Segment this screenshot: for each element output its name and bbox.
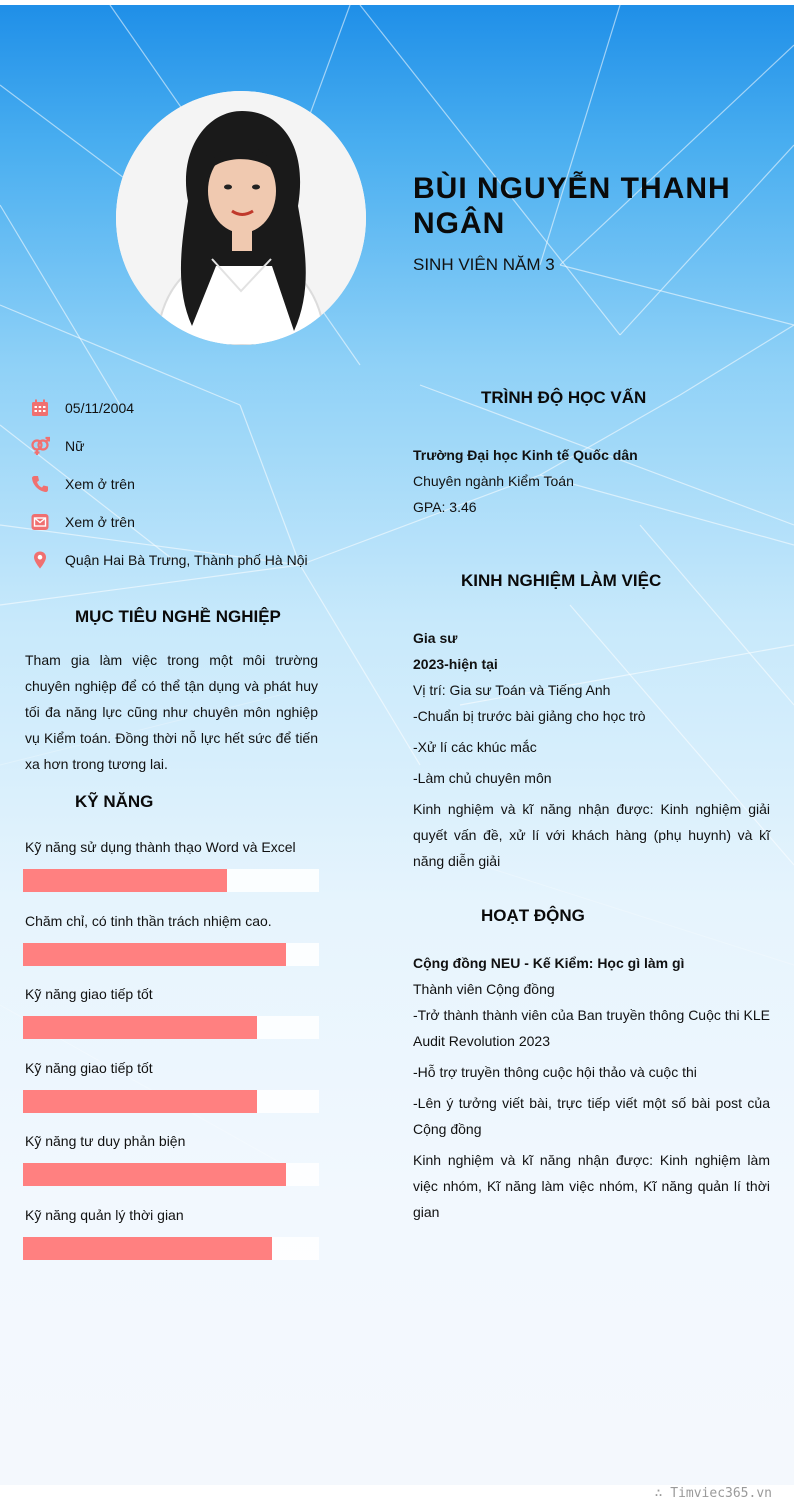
calendar-icon xyxy=(28,396,52,420)
activities-role: Thành viên Cộng đồng xyxy=(413,981,555,997)
skill-bar-fill xyxy=(23,869,227,892)
activities-org: Cộng đồng NEU - Kế Kiểm: Học gì làm gì xyxy=(413,955,685,971)
education-school: Trường Đại học Kinh tế Quốc dân xyxy=(413,447,638,463)
skill-label: Kỹ năng sử dụng thành thạo Word và Excel xyxy=(25,839,296,855)
skill-item xyxy=(25,1202,321,1276)
education-major: Chuyên ngành Kiểm Toán xyxy=(413,473,574,489)
skill-label: Kỹ năng tư duy phản biện xyxy=(25,1133,186,1150)
education-gpa: GPA: 3.46 xyxy=(413,499,477,515)
contact-phone-value: Xem ở trên xyxy=(65,476,135,492)
contact-gender-value: Nữ xyxy=(65,438,85,454)
profile-photo xyxy=(116,91,366,345)
contact-address xyxy=(28,541,358,579)
experience-section xyxy=(413,625,770,874)
contact-email-value: Xem ở trên xyxy=(65,514,135,530)
skill-bar-track xyxy=(23,943,319,966)
contact-gender xyxy=(28,427,358,465)
skills-list xyxy=(25,834,321,1276)
contact-birthdate-value: 05/11/2004 xyxy=(65,400,135,416)
activities-title: HOẠT ĐỘNG xyxy=(481,906,585,925)
experience-duty: -Chuẩn bị trước bài giảng cho học trò xyxy=(413,708,646,724)
education-section xyxy=(413,442,770,520)
experience-duty: -Xử lí các khúc mắc xyxy=(413,739,537,755)
skills-title: KỸ NĂNG xyxy=(75,792,154,811)
contact-phone xyxy=(28,465,358,503)
contact-birthdate xyxy=(28,389,358,427)
skill-item xyxy=(25,1055,321,1129)
activities-duty: -Hỗ trợ truyền thông cuộc hội thảo và cuộc thi xyxy=(413,1064,697,1080)
objective-title: MỤC TIÊU NGHỀ NGHIỆP xyxy=(75,607,281,626)
skill-item xyxy=(25,1128,321,1202)
candidate-subtitle: SINH VIÊN NĂM 3 xyxy=(413,255,555,274)
cv-page xyxy=(0,5,794,1485)
skill-bar-fill xyxy=(23,943,286,966)
skill-bar-fill xyxy=(23,1016,257,1039)
skill-label: Chăm chỉ, có tinh thần trách nhiệm cao. xyxy=(25,912,272,929)
skill-bar-track xyxy=(23,1090,319,1113)
gender-icon xyxy=(28,434,52,458)
activities-gained: Kinh nghiệm và kĩ năng nhận được: Kinh nghiệm làm việc nhóm, Kĩ năng làm việc nhóm, Kĩ năng quản lí thời gian xyxy=(413,1152,770,1220)
skill-bar-track xyxy=(23,869,319,892)
contact-address-value: Quận Hai Bà Trưng, Thành phố Hà Nội xyxy=(65,552,308,568)
activities-duty: -Lên ý tưởng viết bài, trực tiếp viết một số bài post của Cộng đồng xyxy=(413,1095,770,1137)
skill-label: Kỹ năng giao tiếp tốt xyxy=(25,1059,153,1076)
candidate-name: BÙI NGUYỄN THANH NGÂN xyxy=(413,172,731,240)
location-pin-icon xyxy=(28,548,52,572)
education-title: TRÌNH ĐỘ HỌC VẤN xyxy=(481,388,647,407)
experience-gained: Kinh nghiệm và kĩ năng nhận được: Kinh nghiệm giải quyết vấn đề, xử lí với khách hàng (phụ huynh) và kĩ năng diễn giải xyxy=(413,801,770,869)
skill-bar-track xyxy=(23,1237,319,1260)
skill-bar-fill xyxy=(23,1163,286,1186)
skill-item xyxy=(25,981,321,1055)
objective-text: Tham gia làm việc trong một môi trường chuyên nghiệp để có thể tận dụng và phát huy tối đa năng lực cũng như chuyên môn nghiệp vụ Kiểm toán. Đồng thời nỗ lực hết sức để tiến xa hơn trong tương lai. xyxy=(25,652,318,772)
contact-email xyxy=(28,503,358,541)
portrait-image xyxy=(116,91,366,345)
skill-label: Kỹ năng quản lý thời gian xyxy=(25,1206,184,1223)
activities-section xyxy=(413,950,770,1225)
email-icon xyxy=(28,510,52,534)
skill-bar-track xyxy=(23,1016,319,1039)
skill-bar-fill xyxy=(23,1237,272,1260)
activities-duty: -Trở thành thành viên của Ban truyền thông Cuộc thi KLE Audit Revolution 2023 xyxy=(413,1007,770,1049)
phone-icon xyxy=(28,472,52,496)
experience-position: Vị trí: Gia sư Toán và Tiếng Anh xyxy=(413,682,611,698)
watermark-logo: ∴ Timviec365.vn xyxy=(654,1486,772,1501)
experience-duty: -Làm chủ chuyên môn xyxy=(413,770,552,786)
experience-title: KINH NGHIỆM LÀM VIỆC xyxy=(461,571,662,590)
skill-bar-fill xyxy=(23,1090,257,1113)
skill-bar-track xyxy=(23,1163,319,1186)
experience-period: 2023-hiện tại xyxy=(413,656,498,672)
contact-list xyxy=(28,389,358,579)
skill-item xyxy=(25,908,321,982)
skill-item xyxy=(25,834,321,908)
skill-label: Kỹ năng giao tiếp tốt xyxy=(25,986,153,1003)
experience-org: Gia sư xyxy=(413,630,458,646)
